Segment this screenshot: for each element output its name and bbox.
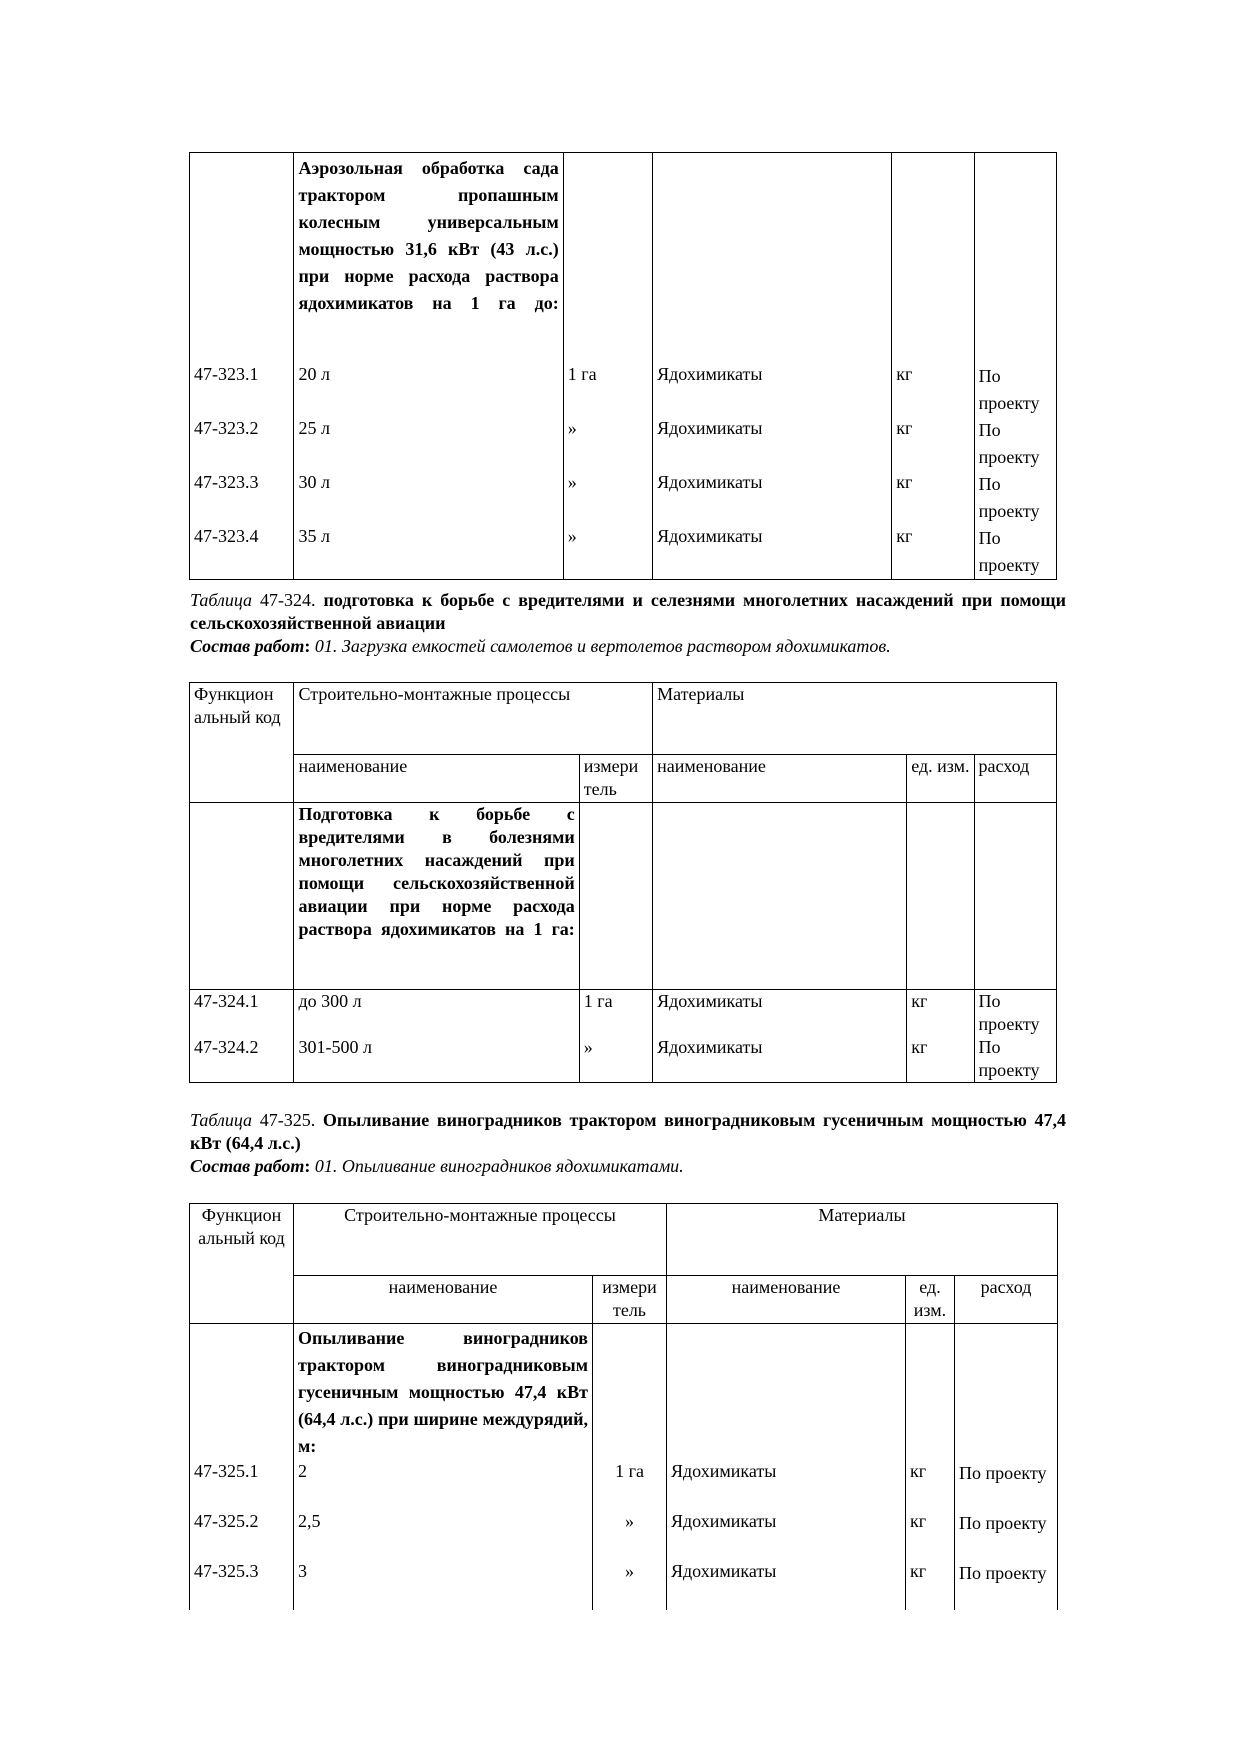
row-name: до 300 л (294, 990, 579, 1037)
work-label: Состав работ (190, 1156, 305, 1176)
row-consumption: По проекту (955, 1460, 1058, 1510)
sub-consumption-header: расход (974, 755, 1056, 803)
row-consumption: По проекту (974, 525, 1056, 580)
row-consumption: По проекту (974, 417, 1056, 471)
caption-47-325 (190, 1109, 1066, 1178)
row-material: Ядохимикаты (653, 1036, 907, 1083)
row-unit: » (593, 1510, 667, 1560)
row-consumption: По проекту (974, 990, 1056, 1037)
sub-material-name-header: наименование (667, 1276, 906, 1324)
table-row (190, 1560, 1058, 1610)
caption-label: Таблица (190, 1110, 253, 1130)
row-unit: » (593, 1560, 667, 1610)
table-subhead-row (190, 1276, 1058, 1324)
table-row (190, 1460, 1058, 1510)
row-code: 47-325.2 (190, 1510, 294, 1560)
row-consumption: По проекту (955, 1510, 1058, 1560)
col-processes-header: Строительно-монтажные процессы (294, 683, 653, 755)
row-mat-unit: кг (892, 471, 974, 525)
table-row (190, 471, 1057, 525)
row-mat-unit: кг (906, 1560, 955, 1610)
row-code: 47-323.4 (190, 525, 294, 580)
table-47-324 (189, 682, 1057, 1083)
caption-label: Таблица (190, 590, 253, 610)
row-mat-unit: кг (906, 1460, 955, 1510)
row-material: Ядохимикаты (653, 363, 892, 417)
table-head-row (190, 683, 1057, 755)
group-header-text: Подготовка к борьбе с вредителями в болезнями многолетних насаждений при помощи сельскохозяйственной авиации при норме расхода раствора ядохимикатов на 1 га: (294, 803, 579, 990)
group-header-text: Аэрозольная обработка сада трактором пропашным колесным универсальным мощностью 31,6 кВт (43 л.с.) при норме расхода раствора ядохимикатов на 1 га до: (294, 153, 563, 363)
sub-name-header: наименование (294, 1276, 593, 1324)
group-header-text: Опыливание виноградников трактором виноградниковым гусеничным мощностью 47,4 кВт (64,4 л.с.) при ширине междурядий, м: (294, 1324, 593, 1461)
row-name: 35 л (294, 525, 563, 580)
work-label: Состав работ (190, 636, 305, 656)
table-row (190, 990, 1057, 1037)
table-subhead-row (190, 755, 1057, 803)
caption-title-text: Опыливание виноградников трактором виноградниковым гусеничным мощностью 47,4 кВт (64,4 л.с.) (190, 1110, 1066, 1153)
row-unit: 1 га (593, 1460, 667, 1510)
table-group-header-row (190, 153, 1057, 363)
caption-title (190, 589, 1066, 635)
work-colon: : (304, 636, 315, 656)
row-name: 3 (294, 1560, 593, 1610)
table-row (190, 525, 1057, 580)
sub-meter-header: измери тель (593, 1276, 667, 1324)
table-row (190, 1510, 1058, 1560)
row-mat-unit: кг (892, 363, 974, 417)
row-name: 2 (294, 1460, 593, 1510)
row-code: 47-324.1 (190, 990, 294, 1037)
row-material: Ядохимикаты (653, 525, 892, 580)
work-text: 01. Опыливание виноградников ядохимикатами. (314, 1156, 684, 1176)
col-code-header: Функцион альный код (190, 683, 294, 803)
row-mat-unit: кг (907, 990, 974, 1037)
col-materials-header: Материалы (653, 683, 1057, 755)
caption-title-text: подготовка к борьбе с вредителями и селезнями многолетних насаждений при помощи сельскохозяйственной авиации (190, 590, 1066, 633)
col-materials-header: Материалы (667, 1204, 1058, 1276)
row-unit: » (579, 1036, 652, 1083)
row-consumption: По проекту (974, 1036, 1056, 1083)
table-47-323 (189, 152, 1057, 580)
table-47-325 (189, 1203, 1058, 1610)
caption-number: 47-325. (252, 1110, 323, 1130)
table-group-header-row (190, 1324, 1058, 1461)
work-composition (190, 1155, 1066, 1178)
row-unit: » (563, 525, 652, 580)
row-consumption: По проекту (955, 1560, 1058, 1610)
sub-material-name-header: наименование (653, 755, 907, 803)
row-name: 30 л (294, 471, 563, 525)
row-code: 47-325.3 (190, 1560, 294, 1610)
row-mat-unit: кг (892, 417, 974, 471)
caption-number: 47-324. (252, 590, 324, 610)
work-text: 01. Загрузка емкостей самолетов и вертолетов раствором ядохимикатов. (314, 636, 891, 656)
row-code: 47-323.1 (190, 363, 294, 417)
row-material: Ядохимикаты (667, 1510, 906, 1560)
row-consumption: По проекту (974, 471, 1056, 525)
col-processes-header: Строительно-монтажные процессы (294, 1204, 667, 1276)
row-name: 301-500 л (294, 1036, 579, 1083)
row-name: 25 л (294, 417, 563, 471)
row-unit: 1 га (563, 363, 652, 417)
row-name: 2,5 (294, 1510, 593, 1560)
table-row (190, 1036, 1057, 1083)
sub-name-header: наименование (294, 755, 579, 803)
row-code: 47-323.3 (190, 471, 294, 525)
row-mat-unit: кг (906, 1510, 955, 1560)
row-material: Ядохимикаты (667, 1560, 906, 1610)
sub-unit-header: ед. изм. (906, 1276, 955, 1324)
sub-consumption-header: расход (955, 1276, 1058, 1324)
table-row (190, 417, 1057, 471)
row-consumption: По проекту (974, 363, 1056, 417)
row-material: Ядохимикаты (653, 990, 907, 1037)
table-group-header-row (190, 803, 1057, 990)
col-code-header: Функцион альный код (190, 1204, 294, 1324)
sub-unit-header: ед. изм. (907, 755, 974, 803)
row-material: Ядохимикаты (653, 471, 892, 525)
row-code: 47-323.2 (190, 417, 294, 471)
row-unit: 1 га (579, 990, 652, 1037)
work-composition (190, 635, 1066, 658)
row-name: 20 л (294, 363, 563, 417)
caption-47-324 (190, 589, 1066, 658)
caption-title (190, 1109, 1066, 1155)
row-material: Ядохимикаты (667, 1460, 906, 1510)
row-mat-unit: кг (907, 1036, 974, 1083)
row-code: 47-324.2 (190, 1036, 294, 1083)
row-code: 47-325.1 (190, 1460, 294, 1510)
sub-meter-header: измери тель (579, 755, 652, 803)
work-colon: : (304, 1156, 315, 1176)
table-head-row (190, 1204, 1058, 1276)
table-row (190, 363, 1057, 417)
row-unit: » (563, 471, 652, 525)
row-material: Ядохимикаты (653, 417, 892, 471)
row-mat-unit: кг (892, 525, 974, 580)
row-unit: » (563, 417, 652, 471)
